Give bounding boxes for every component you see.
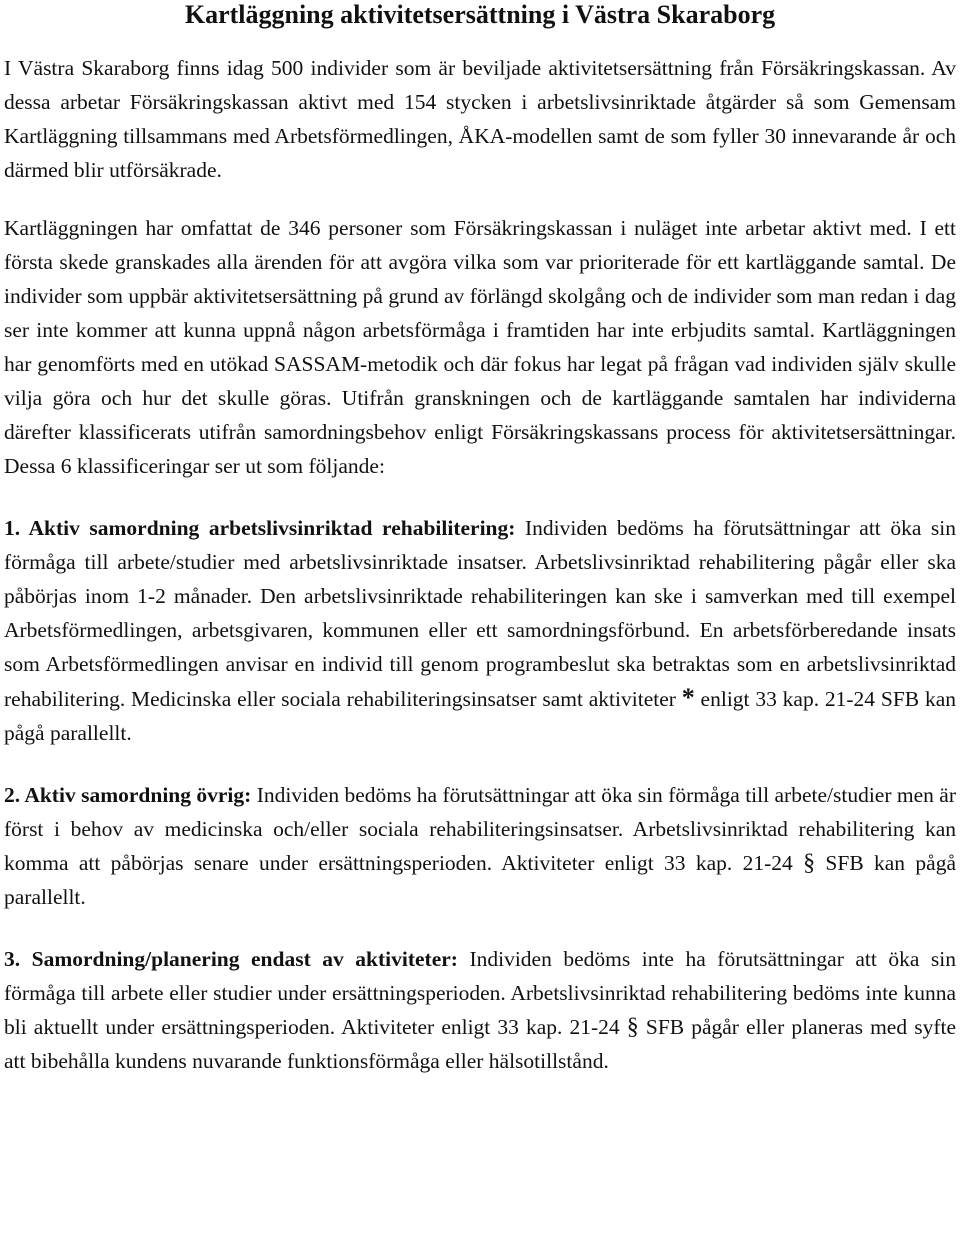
classification-text: enligt 33 kap. 21-24 SFB kan pågå parallellt. [4,687,956,745]
classification-heading: 3. Samordning/planering endast av aktiviteter: [4,947,458,971]
classification-item-3 [4,942,956,1078]
classification-text: SFB kan pågå parallellt. [4,851,956,909]
document-page [4,0,956,1078]
classification-item-2 [4,778,956,914]
classification-text: SFB pågår eller planeras med syfte att bibehålla kundens nuvarande funktionsförmåga eller hälsotillstånd. [4,1015,956,1073]
classification-heading: 1. Aktiv samordning arbetslivsinriktad rehabilitering: [4,516,516,540]
intro-paragraph: I Västra Skaraborg finns idag 500 individer som är beviljade aktivitetsersättning från Försäkringskassan. Av dessa arbetar Försäkringskassan aktivt med 154 stycken i arbetslivsinriktade åtgärder så som Gemensam Kartläggning tillsammans med Arbetsförmedlingen, ÅKA-modellen samt de som fyller 30 innevarande år och därmed blir utförsäkrade. [4,56,956,182]
classification-text: Individen bedöms inte ha förutsättningar att öka sin förmåga till arbete eller studier under ersättningsperioden. Arbetslivsinriktad rehabilitering bedöms inte kunna bli aktuellt under ersättningsperioden. Aktiviteter enligt 33 kap. 21-24 [4,947,956,1039]
section-symbol: § [803,850,816,876]
document-title: Kartläggning aktivitetsersättning i Västra Skaraborg [184,0,776,29]
survey-paragraph: Kartläggningen har omfattat de 346 personer som Försäkringskassan i nuläget inte arbetar aktivt med. I ett första skede granskades alla ärenden för att avgöra vilka som var prioriterade för ett kartläggande samtal. De individer som uppbär aktivitetsersättning på grund av förlängd skolgång och de individer som man redan i dag ser inte kommer att kunna uppnå någon arbetsförmåga i framtiden har inte erbjudits samtal. Kartläggningen har genomförts med en utökad SASSAM-metodik och där fokus har legat på frågan vad individen själv skulle vilja göra och hur det skulle göras. Utifrån granskningen och de kartläggande samtalen har individerna därefter klassificerats utifrån samordningsbehov enligt Försäkringskassans process för aktivitetsersättningar. Dessa 6 klassificeringar ser ut som följande: [4,216,956,478]
classification-item-1 [4,511,956,750]
classification-text: Individen bedöms ha förutsättningar att öka sin förmåga till arbete/studier med arbetslivsinriktade insatser. Arbetslivsinriktad rehabilitering pågår eller ska påbörjas inom 1-2 månader. Den arbetslivsinriktade rehabiliteringen kan ske i samverkan med till exempel Arbetsförmedlingen, arbetsgivaren, kommunen eller ett samordningsförbund. En arbetsförberedande insats som Arbetsförmedlingen anvisar en individ till genom programbeslut ska betraktas som en arbetslivsinriktad rehabilitering. Medicinska eller sociala rehabiliteringsinsatser samt aktiviteter [4,516,956,711]
classification-heading: 2. Aktiv samordning övrig: [4,783,252,807]
classification-text: Individen bedöms ha förutsättningar att öka sin förmåga till arbete/studier men är först i behov av medicinska och/eller sociala rehabiliteringsinsatser. Arbetslivsinriktad rehabilitering kan komma att påbörjas senare under ersättningsperioden. Aktiviteter enligt 33 kap. 21-24 [4,783,956,875]
section-symbol: § [626,1014,639,1040]
asterisk-symbol: * [681,683,695,712]
